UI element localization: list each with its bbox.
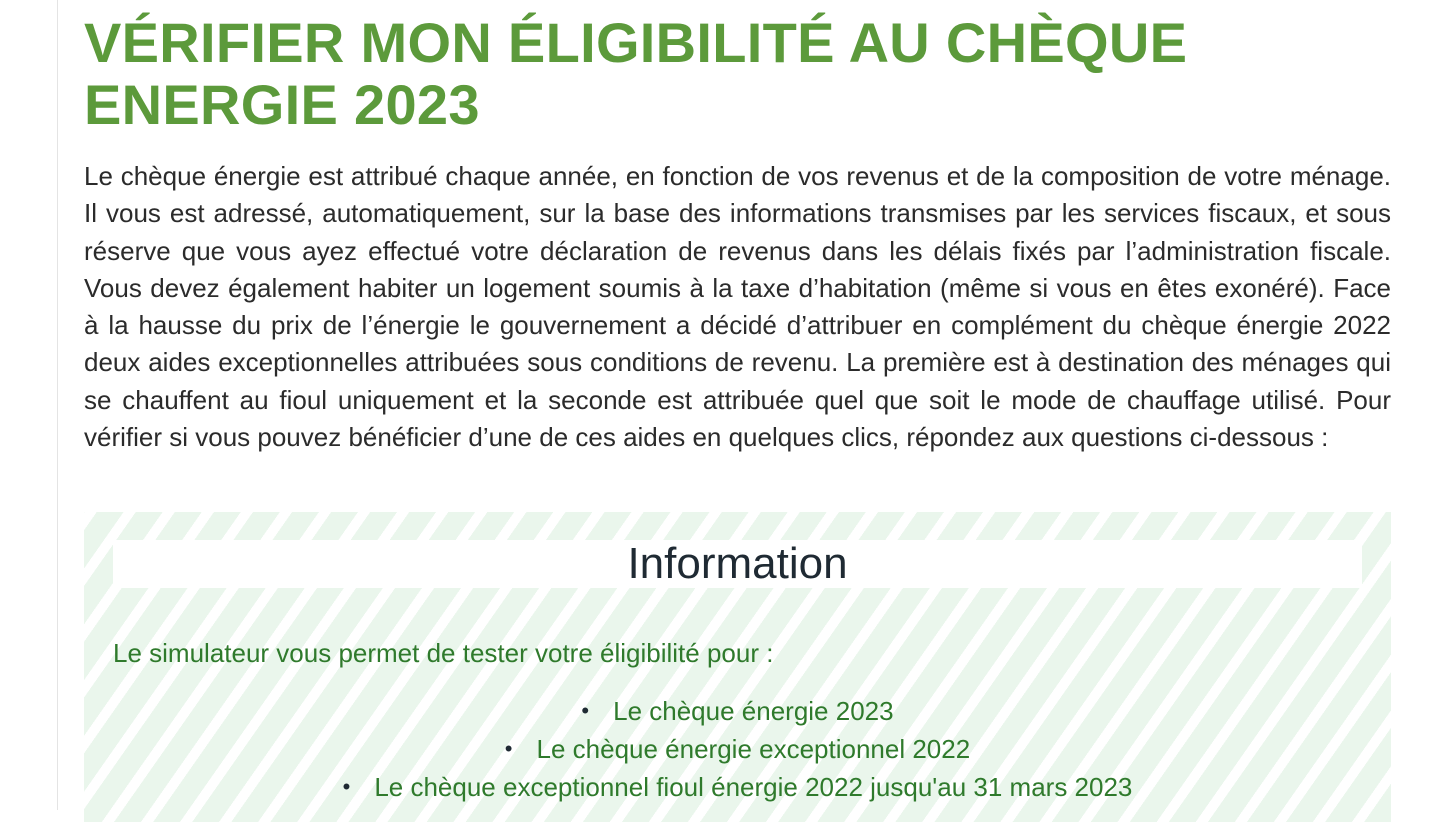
information-heading: Information <box>627 539 848 588</box>
eligibility-list <box>84 692 1391 806</box>
bullet-icon: • <box>342 774 351 799</box>
intro-paragraph: Le chèque énergie est attribué chaque année, en fonction de vos revenus et de la composition de votre ménage. Il vous est adressé, automatiquement, sur la base des informations transmises par les services fiscaux, et sous réserve que vous ayez effectué votre déclaration de revenus dans les délais fixés par l’administration fiscale. Vous devez également habiter un logement soumis à la taxe d’habitation (même si vous en êtes exonéré). Face à la hausse du prix de l’énergie le gouvernement a décidé d’attribuer en complément du chèque énergie 2022 deux aides exceptionnelles attribuées sous conditions de revenu. La première est à destination des ménages qui se chauffent au fioul uniquement et la seconde est attribuée quel que soit le mode de chauffage utilisé. Pour vérifier si vous pouvez bénéficier d’une de ces aides en quelques clics, répondez aux questions ci-dessous : <box>84 161 1391 453</box>
list-item <box>84 768 1391 806</box>
main-content <box>84 0 1391 802</box>
bullet-icon: • <box>581 698 590 723</box>
list-item-label: Le chèque énergie 2023 <box>613 696 894 726</box>
information-box <box>84 512 1391 822</box>
page-left-border <box>57 0 58 810</box>
list-item-label: Le chèque exceptionnel fioul énergie 2022 jusqu'au 31 mars 2023 <box>374 772 1133 802</box>
bullet-icon: • <box>504 736 513 761</box>
list-item <box>84 692 1391 730</box>
list-item <box>84 730 1391 768</box>
information-lead-text: Le simulateur vous permet de tester votre éligibilité pour : <box>113 638 774 668</box>
information-header <box>113 540 1362 588</box>
page-title: VÉRIFIER MON ÉLIGIBILITÉ AU CHÈQUE ENERGIE 2023 <box>84 11 1188 136</box>
list-item-label: Le chèque énergie exceptionnel 2022 <box>536 734 971 764</box>
